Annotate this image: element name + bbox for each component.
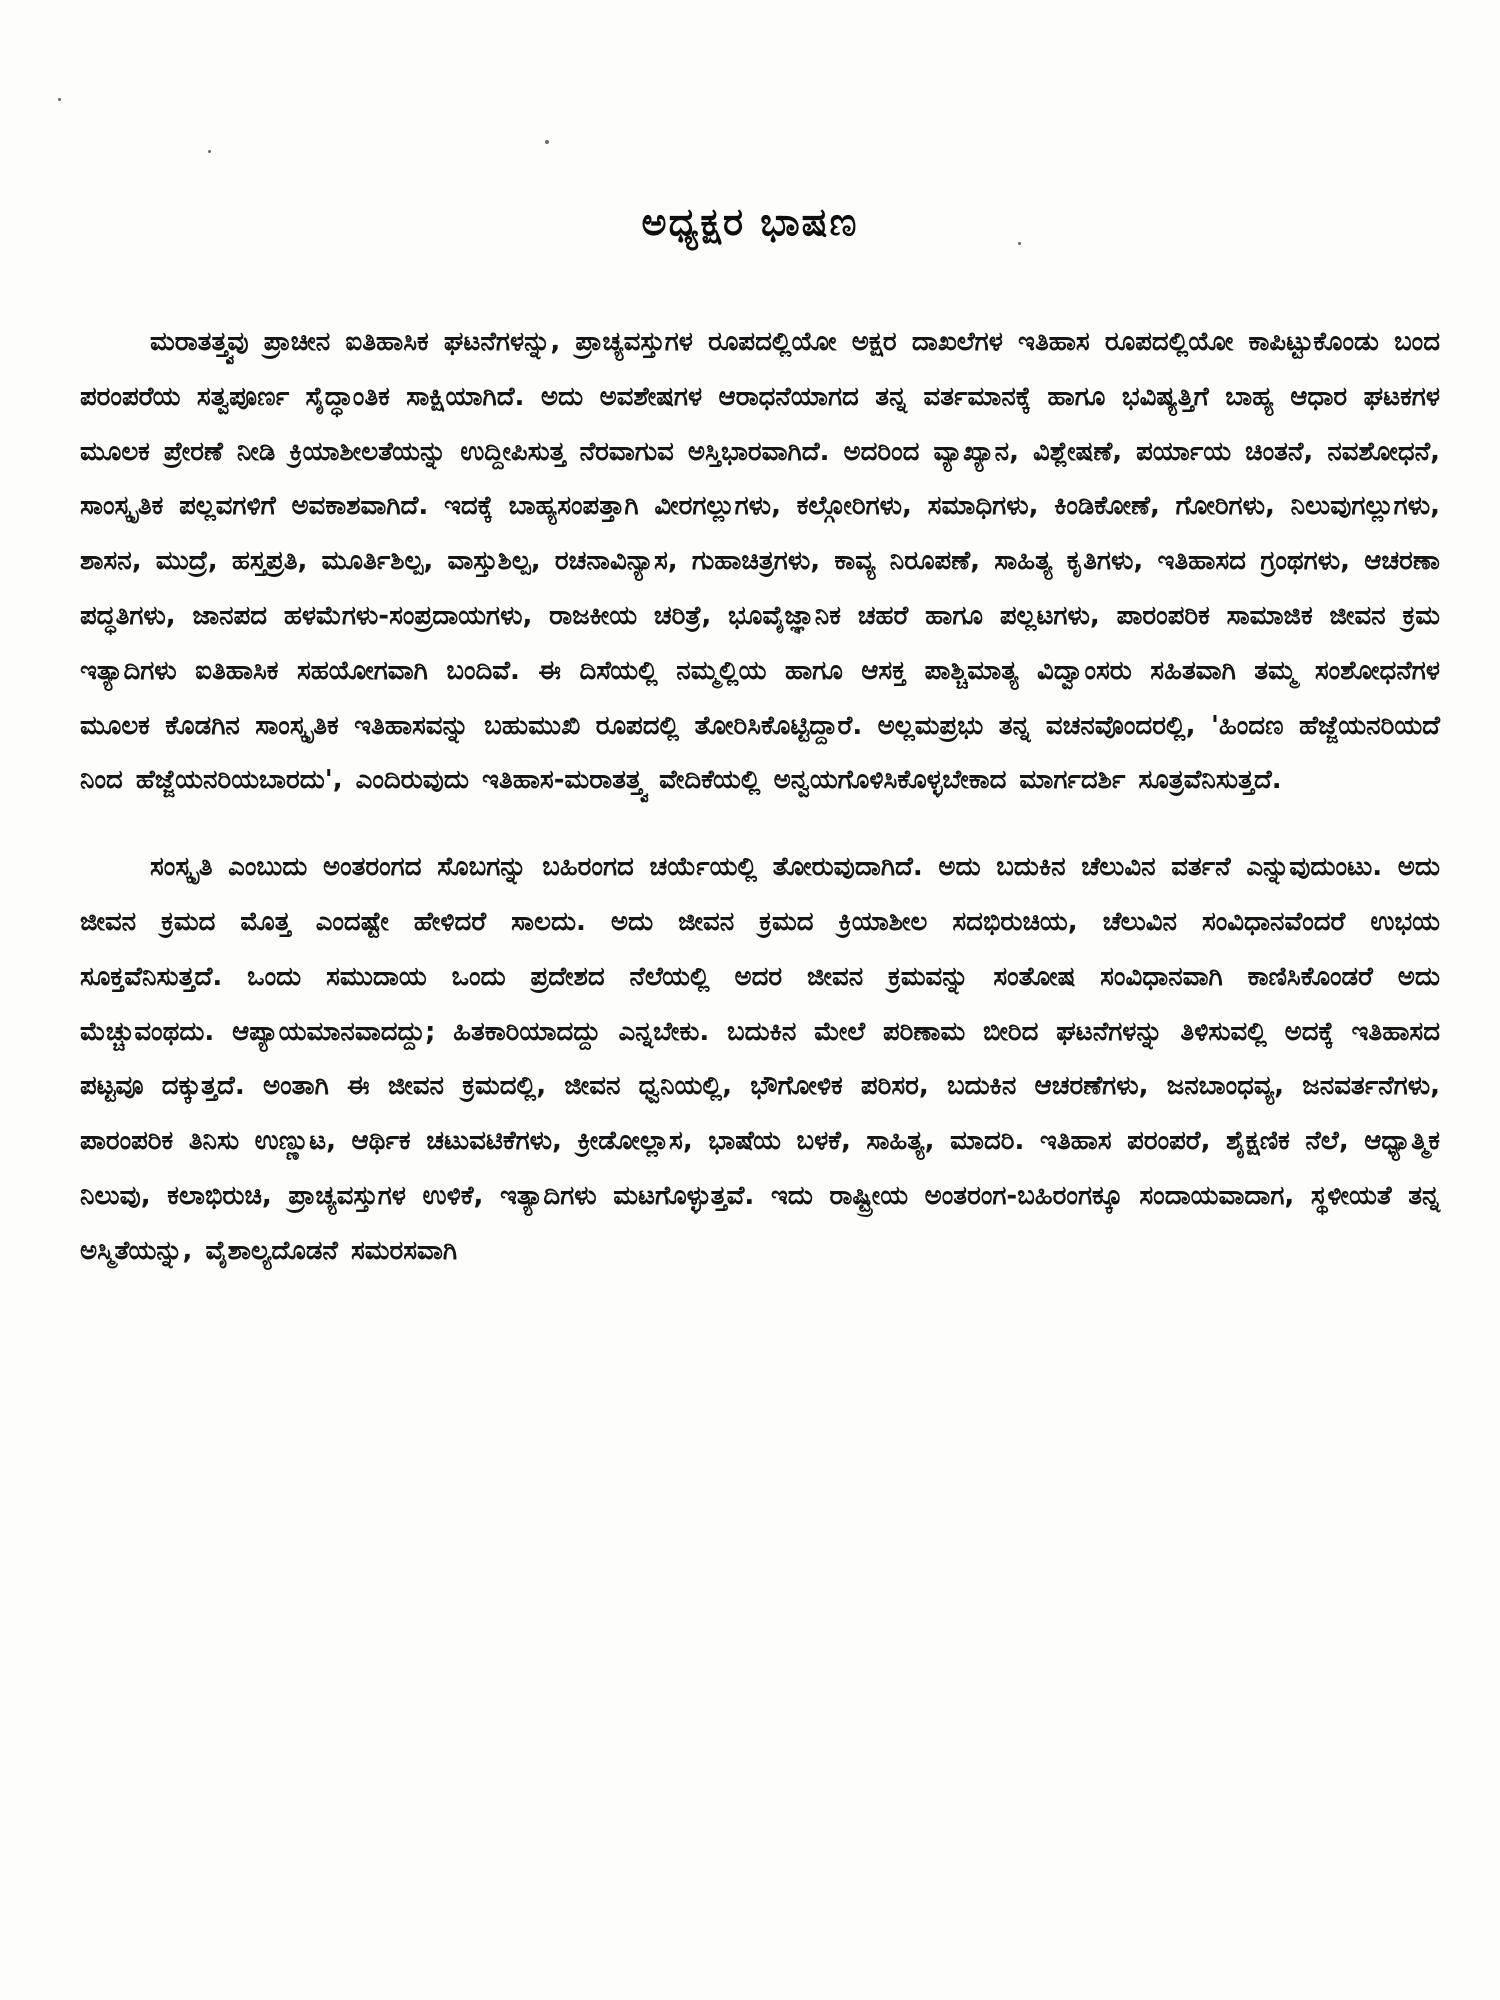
scan-speck bbox=[545, 140, 549, 144]
document-body bbox=[80, 315, 1440, 1279]
scan-speck bbox=[58, 98, 61, 101]
paragraph-1: ಮರಾತತ್ತ್ವವು ಪ್ರಾಚೀನ ಐತಿಹಾಸಿಕ ಘಟನೆಗಳನ್ನು, ಪ್ರಾಚ್ಯವಸ್ತುಗಳ ರೂಪದಲ್ಲಿಯೋ ಅಕ್ಷರ ದಾಖಲೆಗಳ ಇತಿಹಾಸ ರೂಪದಲ್ಲಿಯೋ ಕಾಪಿಟ್ಟುಕೊಂಡು ಬಂದ ಪರಂಪರೆಯ ಸತ್ವಪೂರ್ಣ ಸೈದ್ಧಾಂತಿಕ ಸಾಕ್ಷಿಯಾಗಿದೆ. ಅದು ಅವಶೇಷಗಳ ಆರಾಧನೆಯಾಗದ ತನ್ನ ವರ್ತಮಾನಕ್ಕೆ ಹಾಗೂ ಭವಿಷ್ಯತ್ತಿಗೆ ಬಾಹ್ಯ ಆಧಾರ ಘಟಕಗಳ ಮೂಲಕ ಪ್ರೇರಣೆ ನೀಡಿ ಕ್ರಿಯಾಶೀಲತೆಯನ್ನು ಉದ್ದೀಪಿಸುತ್ತ ನೆರವಾಗುವ ಅಸ್ತಿಭಾರವಾಗಿದೆ. ಅದರಿಂದ ವ್ಯಾಖ್ಯಾನ, ವಿಶ್ಲೇಷಣೆ, ಪರ್ಯಾಯ ಚಿಂತನೆ, ನವಶೋಧನೆ, ಸಾಂಸ್ಕೃತಿಕ ಪಲ್ಲವಗಳಿಗೆ ಅವಕಾಶವಾಗಿದೆ. ಇದಕ್ಕೆ ಬಾಹ್ಯಸಂಪತ್ತಾಗಿ ವೀರಗಲ್ಲುಗಳು, ಕಲ್ಗೋರಿಗಳು, ಸಮಾಧಿಗಳು, ಕಿಂಡಿಕೋಣೆ, ಗೋರಿಗಳು, ನಿಲುವುಗಲ್ಲುಗಳು, ಶಾಸನ, ಮುದ್ರೆ, ಹಸ್ತಪ್ರತಿ, ಮೂರ್ತಿಶಿಲ್ಪ, ವಾಸ್ತುಶಿಲ್ಪ, ರಚನಾವಿನ್ಯಾಸ, ಗುಹಾಚಿತ್ರಗಳು, ಕಾವ್ಯ ನಿರೂಪಣೆ, ಸಾಹಿತ್ಯ ಕೃತಿಗಳು, ಇತಿಹಾಸದ ಗ್ರಂಥಗಳು, ಆಚರಣಾ ಪದ್ಧತಿಗಳು, ಜಾನಪದ ಹಳಮೆಗಳು-ಸಂಪ್ರದಾಯಗಳು, ರಾಜಕೀಯ ಚರಿತ್ರೆ, ಭೂವೈಜ್ಞಾನಿಕ ಚಹರೆ ಹಾಗೂ ಪಲ್ಲಟಗಳು, ಪಾರಂಪರಿಕ ಸಾಮಾಜಿಕ ಜೀವನ ಕ್ರಮ ಇತ್ಯಾದಿಗಳು ಐತಿಹಾಸಿಕ ಸಹಯೋಗವಾಗಿ ಬಂದಿವೆ. ಈ ದಿಸೆಯಲ್ಲಿ ನಮ್ಮಲ್ಲಿಯ ಹಾಗೂ ಆಸಕ್ತ ಪಾಶ್ಚಿಮಾತ್ಯ ವಿದ್ವಾಂಸರು ಸಹಿತವಾಗಿ ತಮ್ಮ ಸಂಶೋಧನೆಗಳ ಮೂಲಕ ಕೊಡಗಿನ ಸಾಂಸ್ಕೃತಿಕ ಇತಿಹಾಸವನ್ನು ಬಹುಮುಖಿ ರೂಪದಲ್ಲಿ ತೋರಿಸಿಕೊಟ್ಟಿದ್ದಾರೆ. ಅಲ್ಲಮಪ್ರಭು ತನ್ನ ವಚನವೊಂದರಲ್ಲಿ, 'ಹಿಂದಣ ಹೆಜ್ಜೆಯನರಿಯದೆ ನಿಂದ ಹೆಜ್ಜೆಯನರಿಯಬಾರದು', ಎಂದಿರುವುದು ಇತಿಹಾಸ-ಮರಾತತ್ತ್ವ ವೇದಿಕೆಯಲ್ಲಿ ಅನ್ವಯಗೊಳಿಸಿಕೊಳ್ಳಬೇಕಾದ ಮಾರ್ಗದರ್ಶಿ ಸೂತ್ರವೆನಿಸುತ್ತದೆ. bbox=[80, 327, 1440, 796]
scan-speck bbox=[208, 150, 211, 153]
paragraph-2: ಸಂಸ್ಕೃತಿ ಎಂಬುದು ಅಂತರಂಗದ ಸೊಬಗನ್ನು ಬಹಿರಂಗದ ಚರ್ಯೆಯಲ್ಲಿ ತೋರುವುದಾಗಿದೆ. ಅದು ಬದುಕಿನ ಚೆಲುವಿನ ವರ್ತನೆ ಎನ್ನುವುದುಂಟು. ಅದು ಜೀವನ ಕ್ರಮದ ಮೊತ್ತ ಎಂದಷ್ಟೇ ಹೇಳಿದರೆ ಸಾಲದು. ಅದು ಜೀವನ ಕ್ರಮದ ಕ್ರಿಯಾಶೀಲ ಸದಭಿರುಚಿಯ, ಚೆಲುವಿನ ಸಂವಿಧಾನವೆಂದರೆ ಉಭಯ ಸೂಕ್ತವೆನಿಸುತ್ತದೆ. ಒಂದು ಸಮುದಾಯ ಒಂದು ಪ್ರದೇಶದ ನೆಲೆಯಲ್ಲಿ ಅದರ ಜೀವನ ಕ್ರಮವನ್ನು ಸಂತೋಷ ಸಂವಿಧಾನವಾಗಿ ಕಾಣಿಸಿಕೊಂಡರೆ ಅದು ಮೆಚ್ಚುವಂಥದು. ಆಪ್ಯಾಯಮಾನವಾದದ್ದು; ಹಿತಕಾರಿಯಾದದ್ದು ಎನ್ನಬೇಕು. ಬದುಕಿನ ಮೇಲೆ ಪರಿಣಾಮ ಬೀರಿದ ಘಟನೆಗಳನ್ನು ತಿಳಿಸುವಲ್ಲಿ ಅದಕ್ಕೆ ಇತಿಹಾಸದ ಪಟ್ಟವೂ ದಕ್ಕುತ್ತದೆ. ಅಂತಾಗಿ ಈ ಜೀವನ ಕ್ರಮದಲ್ಲಿ, ಜೀವನ ಧ್ವನಿಯಲ್ಲಿ, ಭೌಗೋಳಿಕ ಪರಿಸರ, ಬದುಕಿನ ಆಚರಣೆಗಳು, ಜನಬಾಂಧವ್ಯ, ಜನವರ್ತನೆಗಳು, ಪಾರಂಪರಿಕ ತಿನಿಸು ಉಣ್ಣುಟ, ಆರ್ಥಿಕ ಚಟುವಟಿಕೆಗಳು, ಕ್ರೀಡೋಲ್ಲಾಸ, ಭಾಷೆಯ ಬಳಕೆ, ಸಾಹಿತ್ಯ, ಮಾದರಿ. ಇತಿಹಾಸ ಪರಂಪರೆ, ಶೈಕ್ಷಣಿಕ ನೆಲೆ, ಆಧ್ಯಾತ್ಮಿಕ ನಿಲುವು, ಕಲಾಭಿರುಚಿ, ಪ್ರಾಚ್ಯವಸ್ತುಗಳ ಉಳಿಕೆ, ಇತ್ಯಾದಿಗಳು ಮಟಗೊಳ್ಳುತ್ತವೆ. ಇದು ರಾಷ್ಟ್ರೀಯ ಅಂತರಂಗ-ಬಹಿರಂಗಕ್ಕೂ ಸಂದಾಯವಾದಾಗ, ಸ್ಥಳೀಯತೆ ತನ್ನ ಅಸ್ಮಿತೆಯನ್ನು, ವೈಶಾಲ್ಯದೊಡನೆ ಸಮರಸವಾಗಿ bbox=[80, 852, 1440, 1266]
page-title: ಅಧ್ಯಕ್ಷರ ಭಾಷಣ bbox=[641, 200, 859, 244]
